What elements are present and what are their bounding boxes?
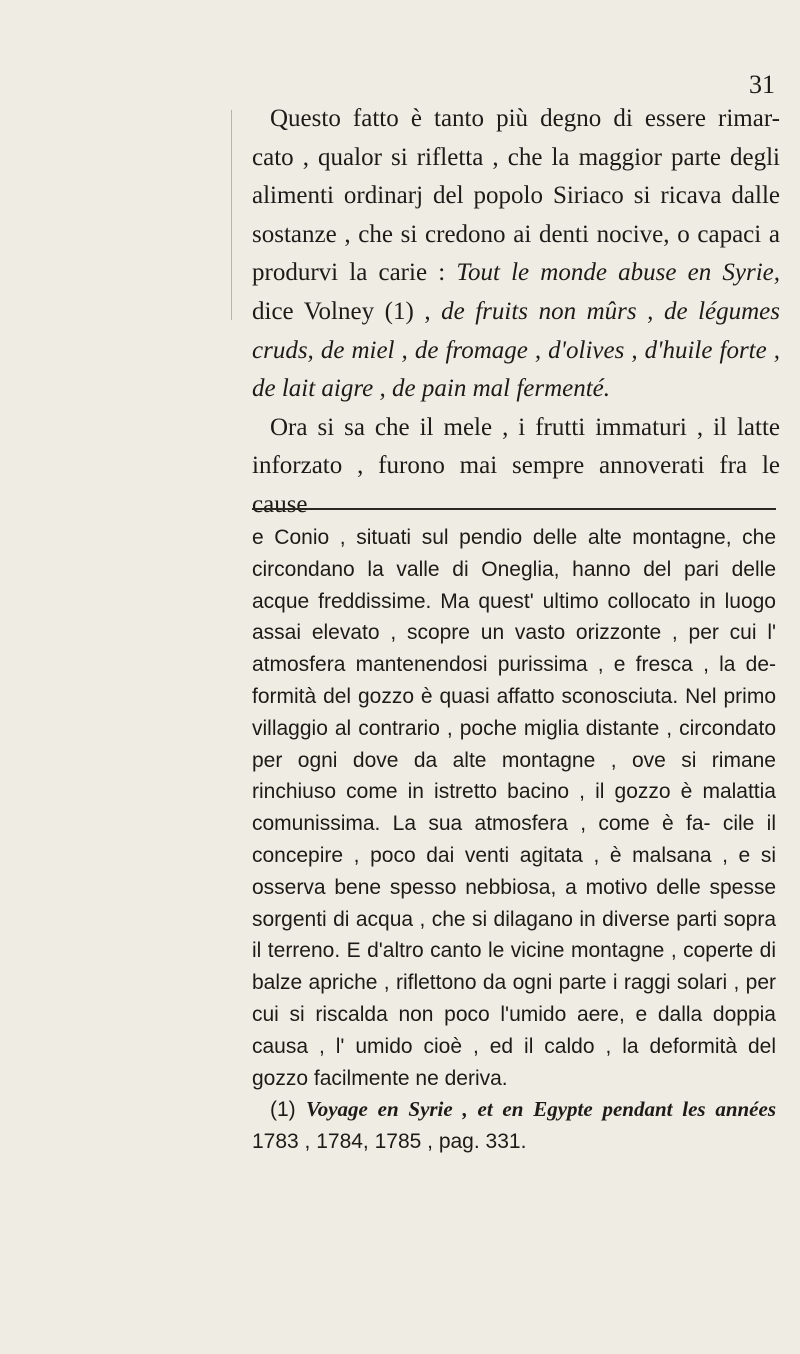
margin-shadow xyxy=(231,110,232,320)
paragraph-1 xyxy=(252,100,780,409)
main-text-block xyxy=(252,100,780,525)
quote-attribution: dice Volney (1) , xyxy=(252,297,442,325)
footnote-continuation: e Conio , situati sul pendio delle alte montagne, che circondano la valle di Oneglia, hanno del pari delle acque freddissime. Ma quest' ultimo collocato in luogo assai elevato , scopre un vasto orizzonte , per cui l' atmosfera mantenendosi purissima , e fresca , la de- formità del gozzo è quasi affatto sconosciuta. Nel primo villaggio al contrario , poche miglia distante , circondato per ogni dove da alte montagne , ove si rimane rinchiuso come in istretto bacino , il gozzo è malattia comunissima. La sua atmosfera , come è fa- cile il concepire , poco dai venti agitata , è malsana , e si osserva bene spesso nebbiosa, a motivo delle spesse sorgenti di acqua , che si dilagano in diverse parti sopra il terreno. E d'altro canto le vicine montagne , coperte di balze apriche , riflettono da ogni parte i raggi solari , per cui si riscalda non poco l'umido aere, e dalla doppia causa , l' umido cioè , ed il caldo , la deformità del gozzo facilmente ne deriva. xyxy=(252,526,776,1090)
footnote-separator xyxy=(252,508,776,510)
footnote-ref-title: Voyage en Syrie , et en Egypte pendant les années xyxy=(306,1097,777,1122)
page-number: 31 xyxy=(749,70,775,99)
quote-tout-le-monde: Tout le monde abuse en Syrie, xyxy=(456,259,780,287)
footnote-block xyxy=(252,522,776,1158)
paragraph-1-text: Questo fatto è tanto più degno di essere rimar- cato , qualor si rifletta , che la maggior parte degli alimenti ordinarj del popolo Siriaco si ricava dalle sostanze , che si credono ai denti nocive, o capaci a produrvi la carie : xyxy=(252,105,780,287)
footnote-ref-mark: (1) xyxy=(270,1098,307,1122)
footnote-reference xyxy=(252,1094,776,1158)
quote-list: de fruits non mûrs , de légumes cruds, de miel , de fromage , d'olives , d'huile forte , de lait aigre , de pain mal fermenté. xyxy=(252,297,780,403)
footnote-ref-tail: 1783 , 1784, 1785 , pag. 331. xyxy=(252,1130,527,1154)
paragraph-2: Ora si sa che il mele , i frutti immaturi , il latte inforzato , furono mai sempre annoverati fra le cause xyxy=(252,413,780,518)
